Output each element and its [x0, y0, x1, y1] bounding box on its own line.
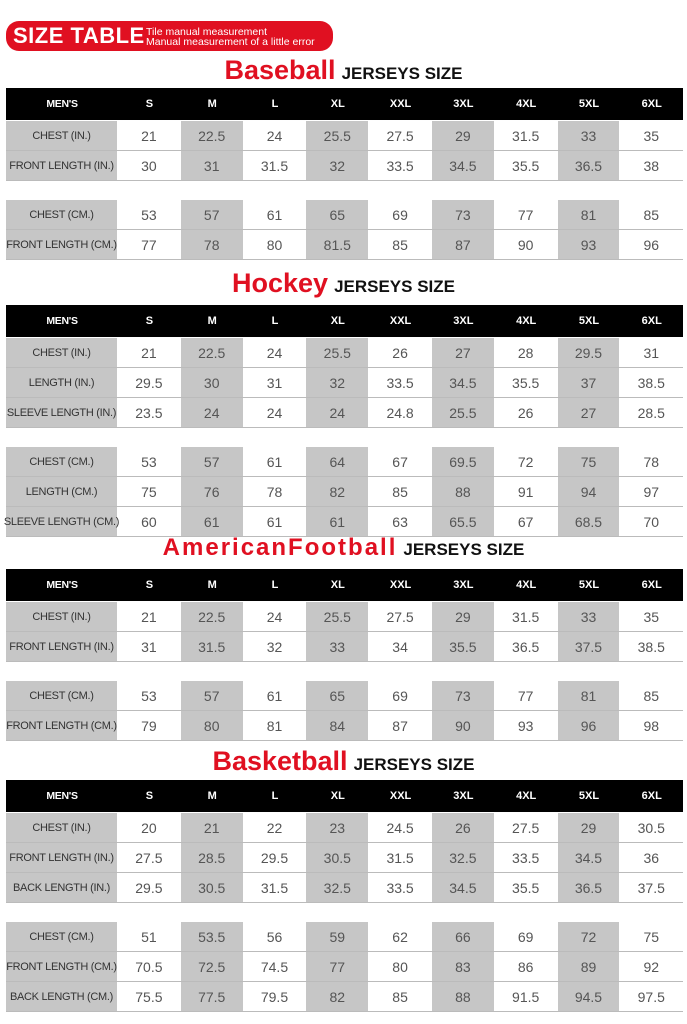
- row-label: FRONT LENGTH (IN.): [6, 632, 118, 661]
- header-size: 4XL: [516, 790, 537, 802]
- header-label: MEN'S: [46, 98, 78, 110]
- header-row: [6, 569, 683, 601]
- table-cell: 31.5: [181, 632, 244, 661]
- table-cell: 51: [118, 922, 181, 951]
- table-row: [3, 507, 683, 537]
- header-size: XXL: [389, 315, 412, 327]
- table-cell: 35.5: [495, 368, 558, 397]
- table-cell: 93: [495, 711, 558, 740]
- table-cell: 24: [244, 398, 307, 427]
- table-cell: 79.5: [244, 982, 307, 1011]
- table-row: [6, 477, 683, 507]
- table-cell: 62: [369, 922, 432, 951]
- table-cell: 53: [118, 447, 181, 476]
- table-cell: 75.5: [118, 982, 181, 1011]
- table-cell: 25.5: [306, 121, 369, 150]
- row-label: CHEST (CM.): [6, 922, 118, 951]
- table-row: [6, 873, 683, 903]
- table-cell: 22.5: [181, 602, 244, 631]
- table-cell: 59: [306, 922, 369, 951]
- table-cell: 69.5: [432, 447, 495, 476]
- row-label: FRONT LENGTH (IN.): [6, 843, 118, 872]
- table-cell: 29: [558, 813, 621, 842]
- table-cell: 35: [620, 602, 683, 631]
- table-row: [6, 952, 683, 982]
- table-cell: 24: [244, 338, 307, 367]
- table-row: [6, 338, 683, 368]
- table-cell: 70: [620, 507, 683, 536]
- header-size: XXL: [389, 98, 412, 110]
- table-cell: 94: [558, 477, 621, 506]
- table-cell: 21: [118, 121, 181, 150]
- header-size: 3XL: [453, 315, 474, 327]
- sport-name: Baseball: [224, 55, 336, 85]
- header-size: L: [271, 579, 279, 591]
- table-cell: 77: [306, 952, 369, 981]
- table-cell: 21: [118, 338, 181, 367]
- table-row: [6, 368, 683, 398]
- row-label: SLEEVE LENGTH (IN.): [6, 398, 118, 427]
- header-label: MEN'S: [46, 790, 78, 802]
- table-cell: 33.5: [369, 368, 432, 397]
- table-cell: 29.5: [118, 873, 181, 902]
- table-cell: 77: [118, 230, 181, 259]
- table-cell: 68.5: [558, 507, 621, 536]
- table-cell: 73: [432, 681, 495, 710]
- table-cell: 87: [369, 711, 432, 740]
- table-cell: 33.5: [369, 873, 432, 902]
- table-cell: 93: [558, 230, 621, 259]
- table-cell: 30: [118, 151, 181, 180]
- table-cell: 30.5: [181, 873, 244, 902]
- title-suffix: JERSEYS SIZE: [353, 755, 475, 774]
- table-cell: 81: [558, 200, 621, 229]
- banner-note-line1: Tile manual measurement: [146, 26, 267, 38]
- table-cell: 26: [432, 813, 495, 842]
- table-cell: 97.5: [620, 982, 683, 1011]
- table-cell: 35.5: [432, 632, 495, 661]
- header-size: S: [145, 790, 154, 802]
- table-cell: 29: [432, 121, 495, 150]
- sport-name: AmericanFootball: [162, 534, 398, 561]
- table-cell: 87: [432, 230, 495, 259]
- table-cell: 67: [369, 447, 432, 476]
- table-cell: 32.5: [306, 873, 369, 902]
- header-size: M: [207, 98, 217, 110]
- table-cell: 27.5: [118, 843, 181, 872]
- table-cell: 33.5: [369, 151, 432, 180]
- table-cell: 30.5: [306, 843, 369, 872]
- table-row: [6, 982, 683, 1012]
- table-cell: 61: [244, 681, 307, 710]
- baseball-title: [0, 55, 687, 86]
- table-cell: 75: [620, 922, 683, 951]
- table-cell: 85: [369, 477, 432, 506]
- table-cell: 38.5: [620, 368, 683, 397]
- row-label: FRONT LENGTH (CM.): [6, 711, 118, 740]
- table-cell: 72: [558, 922, 621, 951]
- table-cell: 32: [306, 368, 369, 397]
- table-cell: 36: [620, 843, 683, 872]
- table-cell: 94.5: [558, 982, 621, 1011]
- header-row: [6, 305, 683, 337]
- table-cell: 34: [369, 632, 432, 661]
- table-cell: 31.5: [244, 873, 307, 902]
- table-cell: 30.5: [620, 813, 683, 842]
- table-cell: 78: [181, 230, 244, 259]
- header-row: [6, 88, 683, 120]
- table-cell: 31: [118, 632, 181, 661]
- table-cell: 53.5: [181, 922, 244, 951]
- table-cell: 29.5: [118, 368, 181, 397]
- table-cell: 37.5: [558, 632, 621, 661]
- header-size: XL: [330, 315, 345, 327]
- table-cell: 23: [306, 813, 369, 842]
- table-cell: 35: [620, 121, 683, 150]
- table-cell: 35.5: [495, 873, 558, 902]
- table-cell: 80: [369, 952, 432, 981]
- header-size: 5XL: [578, 98, 600, 110]
- table-row: [6, 398, 683, 428]
- row-label: CHEST (IN.): [6, 813, 118, 842]
- table-cell: 77: [495, 681, 558, 710]
- table-cell: 35.5: [495, 151, 558, 180]
- sport-name: Basketball: [212, 746, 348, 776]
- header-size: 3XL: [453, 790, 474, 802]
- table-row: [6, 230, 683, 260]
- table-cell: 53: [118, 681, 181, 710]
- title-suffix: JERSEYS SIZE: [403, 540, 525, 559]
- header-size: 4XL: [516, 579, 537, 591]
- table-cell: 31: [620, 338, 683, 367]
- table-cell: 85: [369, 230, 432, 259]
- row-label: FRONT LENGTH (IN.): [6, 151, 118, 180]
- header-size: 6XL: [641, 315, 662, 327]
- table-cell: 74.5: [244, 952, 307, 981]
- title-suffix: JERSEYS SIZE: [341, 64, 463, 83]
- table-cell: 27: [432, 338, 495, 367]
- table-cell: 24.5: [369, 813, 432, 842]
- header-size: 6XL: [641, 790, 662, 802]
- row-label: CHEST (CM.): [6, 200, 118, 229]
- header-size: XL: [330, 790, 345, 802]
- table-cell: 24: [306, 398, 369, 427]
- header-size: XL: [330, 579, 345, 591]
- row-label: CHEST (IN.): [6, 602, 118, 631]
- table-cell: 25.5: [432, 398, 495, 427]
- table-cell: 26: [369, 338, 432, 367]
- table-cell: 61: [244, 507, 307, 536]
- table-row: [6, 632, 683, 662]
- table-cell: 73: [432, 200, 495, 229]
- table-cell: 57: [181, 681, 244, 710]
- table-cell: 33: [306, 632, 369, 661]
- table-cell: 84: [306, 711, 369, 740]
- table-cell: 29.5: [558, 338, 621, 367]
- header-size: 6XL: [641, 579, 662, 591]
- football-title: [0, 534, 687, 562]
- table-cell: 22.5: [181, 338, 244, 367]
- banner-note-line2: Manual measurement of a little error: [146, 36, 315, 48]
- row-label: FRONT LENGTH (CM.): [6, 952, 118, 981]
- table-cell: 96: [558, 711, 621, 740]
- table-cell: 31.5: [495, 121, 558, 150]
- table-cell: 28.5: [181, 843, 244, 872]
- table-row: [6, 922, 683, 952]
- table-cell: 25.5: [306, 602, 369, 631]
- row-label: BACK LENGTH (IN.): [6, 873, 118, 902]
- table-cell: 61: [181, 507, 244, 536]
- table-cell: 65.5: [432, 507, 495, 536]
- table-row: [6, 681, 683, 711]
- table-cell: 36.5: [495, 632, 558, 661]
- table-cell: 29: [432, 602, 495, 631]
- table-cell: 31.5: [244, 151, 307, 180]
- table-cell: 82: [306, 477, 369, 506]
- table-cell: 27: [558, 398, 621, 427]
- table-cell: 27.5: [369, 602, 432, 631]
- row-label: CHEST (CM.): [6, 447, 118, 476]
- header-row: [6, 780, 683, 812]
- table-cell: 56: [244, 922, 307, 951]
- table-cell: 61: [306, 507, 369, 536]
- table-cell: 38.5: [620, 632, 683, 661]
- header-label: MEN'S: [46, 579, 78, 591]
- header-size: XL: [330, 98, 345, 110]
- size-table-banner: [6, 21, 333, 51]
- table-cell: 57: [181, 447, 244, 476]
- table-cell: 82: [306, 982, 369, 1011]
- table-cell: 85: [620, 681, 683, 710]
- sport-name: Hockey: [232, 268, 329, 298]
- title-suffix: JERSEYS SIZE: [334, 277, 455, 296]
- table-cell: 37: [558, 368, 621, 397]
- table-cell: 24.8: [369, 398, 432, 427]
- table-cell: 32: [244, 632, 307, 661]
- table-cell: 34.5: [432, 873, 495, 902]
- table-cell: 31: [244, 368, 307, 397]
- table-cell: 33: [558, 602, 621, 631]
- table-cell: 32: [306, 151, 369, 180]
- table-cell: 24: [181, 398, 244, 427]
- header-size: 4XL: [516, 315, 537, 327]
- table-row: [6, 602, 683, 632]
- table-cell: 31: [181, 151, 244, 180]
- row-label: CHEST (IN.): [6, 338, 118, 367]
- table-cell: 21: [181, 813, 244, 842]
- table-cell: 80: [244, 230, 307, 259]
- table-row: [6, 121, 683, 151]
- table-cell: 57: [181, 200, 244, 229]
- table-cell: 34.5: [432, 151, 495, 180]
- table-cell: 27.5: [369, 121, 432, 150]
- table-cell: 20: [118, 813, 181, 842]
- table-cell: 69: [369, 200, 432, 229]
- table-cell: 90: [495, 230, 558, 259]
- table-cell: 22: [244, 813, 307, 842]
- header-size: M: [207, 579, 217, 591]
- table-cell: 30: [181, 368, 244, 397]
- table-cell: 80: [181, 711, 244, 740]
- table-cell: 38: [620, 151, 683, 180]
- table-cell: 65: [306, 200, 369, 229]
- header-label: MEN'S: [46, 315, 78, 327]
- table-cell: 72: [495, 447, 558, 476]
- table-cell: 78: [244, 477, 307, 506]
- table-cell: 83: [432, 952, 495, 981]
- row-label: CHEST (CM.): [6, 681, 118, 710]
- row-label: BACK LENGTH (CM.): [6, 982, 118, 1011]
- table-cell: 86: [495, 952, 558, 981]
- table-cell: 75: [118, 477, 181, 506]
- header-size: 5XL: [578, 790, 600, 802]
- table-cell: 92: [620, 952, 683, 981]
- table-cell: 65: [306, 681, 369, 710]
- table-cell: 98: [620, 711, 683, 740]
- table-cell: 97: [620, 477, 683, 506]
- header-size: XXL: [389, 579, 412, 591]
- table-row: [6, 843, 683, 873]
- header-size: S: [145, 579, 154, 591]
- header-size: M: [207, 790, 217, 802]
- table-cell: 89: [558, 952, 621, 981]
- table-cell: 36.5: [558, 873, 621, 902]
- table-cell: 25.5: [306, 338, 369, 367]
- table-cell: 61: [244, 200, 307, 229]
- table-cell: 69: [495, 922, 558, 951]
- table-cell: 91.5: [495, 982, 558, 1011]
- header-size: S: [145, 315, 154, 327]
- table-cell: 76: [181, 477, 244, 506]
- header-size: M: [207, 315, 217, 327]
- header-size: 3XL: [453, 579, 474, 591]
- banner-title: SIZE TABLE: [13, 23, 145, 48]
- table-cell: 26: [495, 398, 558, 427]
- table-cell: 88: [432, 477, 495, 506]
- table-cell: 24: [244, 602, 307, 631]
- table-cell: 63: [369, 507, 432, 536]
- table-cell: 33: [558, 121, 621, 150]
- table-row: [6, 200, 683, 230]
- table-cell: 69: [369, 681, 432, 710]
- header-size: 5XL: [578, 579, 600, 591]
- table-cell: 31.5: [369, 843, 432, 872]
- table-cell: 72.5: [181, 952, 244, 981]
- table-cell: 96: [620, 230, 683, 259]
- table-cell: 70.5: [118, 952, 181, 981]
- table-cell: 23.5: [118, 398, 181, 427]
- table-cell: 79: [118, 711, 181, 740]
- table-cell: 22.5: [181, 121, 244, 150]
- table-cell: 36.5: [558, 151, 621, 180]
- table-cell: 61: [244, 447, 307, 476]
- table-cell: 77.5: [181, 982, 244, 1011]
- table-cell: 77: [495, 200, 558, 229]
- row-label: LENGTH (CM.): [6, 477, 118, 506]
- header-size: 3XL: [453, 98, 474, 110]
- table-cell: 60: [118, 507, 181, 536]
- table-cell: 88: [432, 982, 495, 1011]
- row-label: SLEEVE LENGTH (CM.): [6, 507, 118, 536]
- table-cell: 27.5: [495, 813, 558, 842]
- table-cell: 78: [620, 447, 683, 476]
- table-cell: 29.5: [244, 843, 307, 872]
- table-cell: 21: [118, 602, 181, 631]
- table-cell: 24: [244, 121, 307, 150]
- basketball-title: [0, 746, 687, 777]
- table-cell: 34.5: [558, 843, 621, 872]
- table-row: [6, 711, 683, 741]
- table-cell: 90: [432, 711, 495, 740]
- table-cell: 28: [495, 338, 558, 367]
- table-cell: 67: [495, 507, 558, 536]
- header-size: 4XL: [516, 98, 537, 110]
- table-cell: 32.5: [432, 843, 495, 872]
- table-cell: 34.5: [432, 368, 495, 397]
- table-cell: 33.5: [495, 843, 558, 872]
- table-row: [6, 151, 683, 181]
- table-cell: 91: [495, 477, 558, 506]
- table-row: [6, 813, 683, 843]
- table-cell: 53: [118, 200, 181, 229]
- table-cell: 66: [432, 922, 495, 951]
- header-size: S: [145, 98, 154, 110]
- header-size: XXL: [389, 790, 412, 802]
- table-cell: 81.5: [306, 230, 369, 259]
- table-cell: 85: [620, 200, 683, 229]
- table-cell: 31.5: [495, 602, 558, 631]
- table-cell: 81: [244, 711, 307, 740]
- row-label: CHEST (IN.): [6, 121, 118, 150]
- table-cell: 28.5: [620, 398, 683, 427]
- table-cell: 64: [306, 447, 369, 476]
- table-cell: 37.5: [620, 873, 683, 902]
- header-size: L: [271, 315, 279, 327]
- table-cell: 85: [369, 982, 432, 1011]
- table-cell: 81: [558, 681, 621, 710]
- table-cell: 75: [558, 447, 621, 476]
- row-label: LENGTH (IN.): [6, 368, 118, 397]
- header-size: L: [271, 98, 279, 110]
- row-label: FRONT LENGTH (CM.): [6, 230, 118, 259]
- header-size: 5XL: [578, 315, 600, 327]
- hockey-title: [0, 268, 687, 299]
- header-size: L: [271, 790, 279, 802]
- header-size: 6XL: [641, 98, 662, 110]
- table-row: [6, 447, 683, 477]
